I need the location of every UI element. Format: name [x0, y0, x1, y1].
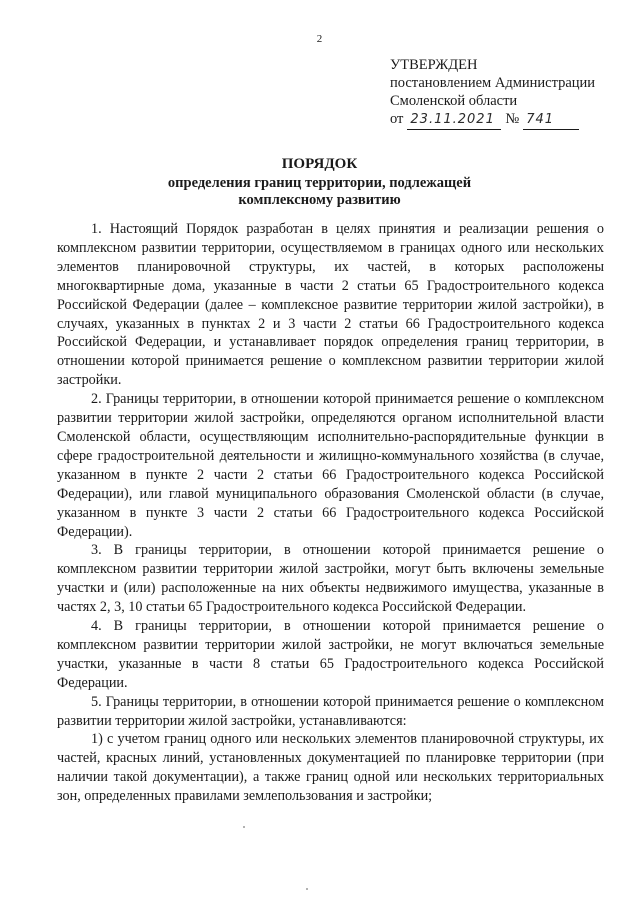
paragraph-5: 5. Границы территории, в отношении которой принимается решение о комплексном развитии территории жилой застройки, устанавливаются: — [57, 693, 604, 729]
date-prefix: от — [390, 111, 404, 127]
approval-date-line — [390, 110, 630, 130]
handwritten-date: 23.11.2021 — [407, 111, 501, 130]
document-body — [57, 220, 604, 806]
scan-speck — [306, 888, 308, 890]
paragraph-5-sub-1: 1) с учетом границ одного или нескольких элементов планировочной структуры, их частей, красных линий, установленных документацией по планировке территории (при наличии такой документации), а также границ одной или нескольких территориальных зон, определенных правилами землепользования и застройки; — [57, 731, 604, 805]
paragraph-1: 1. Настоящий Порядок разработан в целях принятия и реализации решения о комплексном развитии территории, осуществляемом в границах одного или нескольких элементов планировочной структуры, их частей, в которых расположены многоквартирные дома, указанные в части 2 статьи 65 Градостроительного кодекса Российской Федерации (далее – комплексное развитие территории жилой застройки), в случаях, указанных в пунктах 2 и 3 части 2 статьи 66 Градостроительного кодекса Российской Федерации, и устанавливает порядок определения границ территории, в отношении которой принимается решение о комплексном развитии территории жилой застройки. — [57, 221, 604, 389]
approval-line-1: постановлением Администрации — [390, 75, 596, 91]
page-number: 2 — [316, 33, 323, 45]
document-subtitle-line-2: комплексному развитию — [238, 192, 401, 208]
approval-title: УТВЕРЖДЕН — [390, 57, 478, 73]
paragraph-3: 3. В границы территории, в отношении которой принимается решение о комплексном развитии территории жилой застройки, могут быть включены земельные участки и (или) расположенные на них объекты недвижимого имущества, указанные в частях 2, 3, 10 статьи 65 Градостроительного кодекса Российской Федерации. — [57, 542, 604, 616]
approval-block — [390, 56, 630, 130]
approval-line-2: Смоленской области — [390, 93, 518, 109]
document-subtitle-line-1: определения границ территории, подлежащей — [167, 175, 472, 191]
number-prefix: № — [505, 111, 520, 127]
handwritten-number: 741 — [523, 111, 579, 130]
document-title: ПОРЯДОК — [281, 156, 358, 172]
paragraph-4: 4. В границы территории, в отношении которой принимается решение о комплексном развитии территории жилой застройки, не могут включаться земельные участки, указанные в части 8 статьи 65 Градостроительного кодекса Российской Федерации. — [57, 618, 604, 691]
document-title-block — [0, 156, 639, 209]
paragraph-2: 2. Границы территории, в отношении которой принимается решение о комплексном развитии территории жилой застройки, определяются органом исполнительной власти Смоленской области, осуществляющим исполнительно-распорядительные функции в сфере градостроительной деятельности и жилищно-коммунального хозяйства (в случае, указанном в пункте 2 части 2 статьи 66 Градостроительного кодекса Российской Федерации), или главой муниципального образования Смоленской области (в случае, указанном в пункте 3 части 2 статьи 66 Градостроительного кодекса Российской Федерации). — [57, 391, 604, 540]
scan-speck — [243, 826, 245, 828]
